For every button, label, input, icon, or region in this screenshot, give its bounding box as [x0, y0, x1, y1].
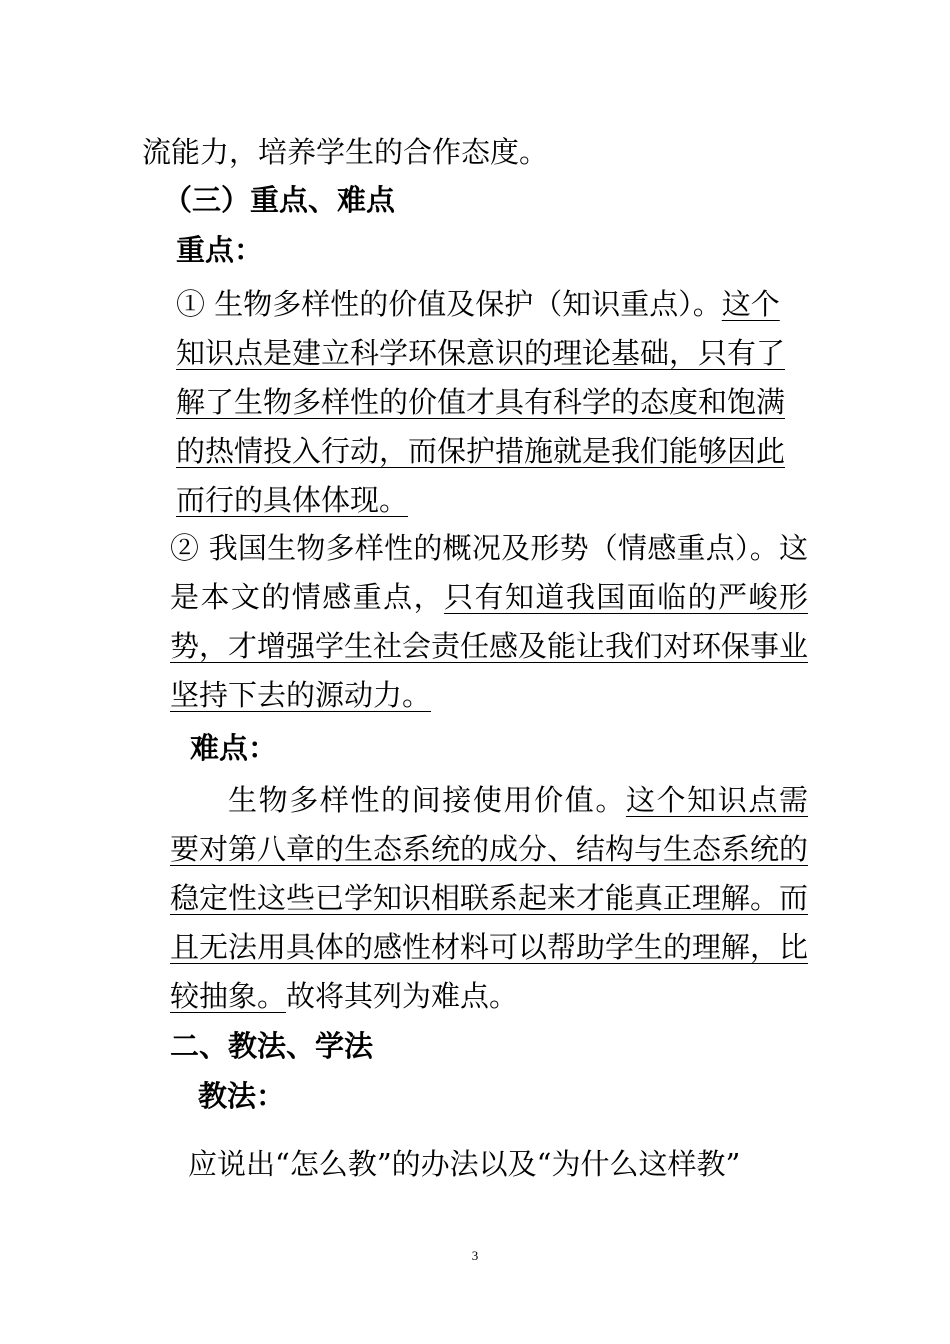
key-point-item-1 — [176, 280, 808, 525]
page-number: 3 — [471, 1248, 479, 1263]
key-points-label: 重点： — [176, 233, 264, 267]
difficult-points-label: 难点： — [190, 731, 278, 765]
difficult-point-title: 生物多样性的间接使用价值。 — [228, 783, 626, 817]
continued-text-line: 流能力，培养学生的合作态度。 — [142, 135, 549, 169]
item-2-title: ② 我国生物多样性的概况及形势（情感重点）。这是本文的情感重点， — [170, 531, 808, 614]
teaching-method-label: 教法： — [198, 1079, 286, 1113]
teaching-method-text: 应说出“怎么教”的办法以及“为什么这样教” — [188, 1147, 741, 1181]
item-1-title: 生物多样性的价值及保护（知识重点）。 — [205, 287, 722, 321]
heading-key-difficult: （三）重点、难点 — [163, 183, 396, 217]
difficult-point-explanation: 这个知识点需要对第八章的生态系统的成分、结构与生态系统的稳定性这些已学知识相联系起来才能真正理解。而且无法用具体的感性材料可以帮助学生的理解，比较抽象。 — [170, 783, 809, 1013]
section-two-heading: 二、教法、学法 — [170, 1029, 374, 1063]
item-1-explanation: 这个知识点是建立科学环保意识的理论基础，只有了解了生物多样性的价值才具有科学的态度和饱满的热情投入行动，而保护措施就是我们能够因此而行的具体体现。 — [176, 287, 786, 517]
difficult-point-paragraph — [170, 776, 808, 1021]
difficult-point-conclusion: 故将其列为难点。 — [286, 979, 519, 1013]
key-point-item-2 — [170, 524, 808, 720]
item-1-number: ① — [176, 287, 206, 321]
item-2-explanation: 只有知道我国面临的严峻形势，才增强学生社会责任感及能让我们对环保事业坚持下去的源动力。 — [170, 580, 809, 712]
